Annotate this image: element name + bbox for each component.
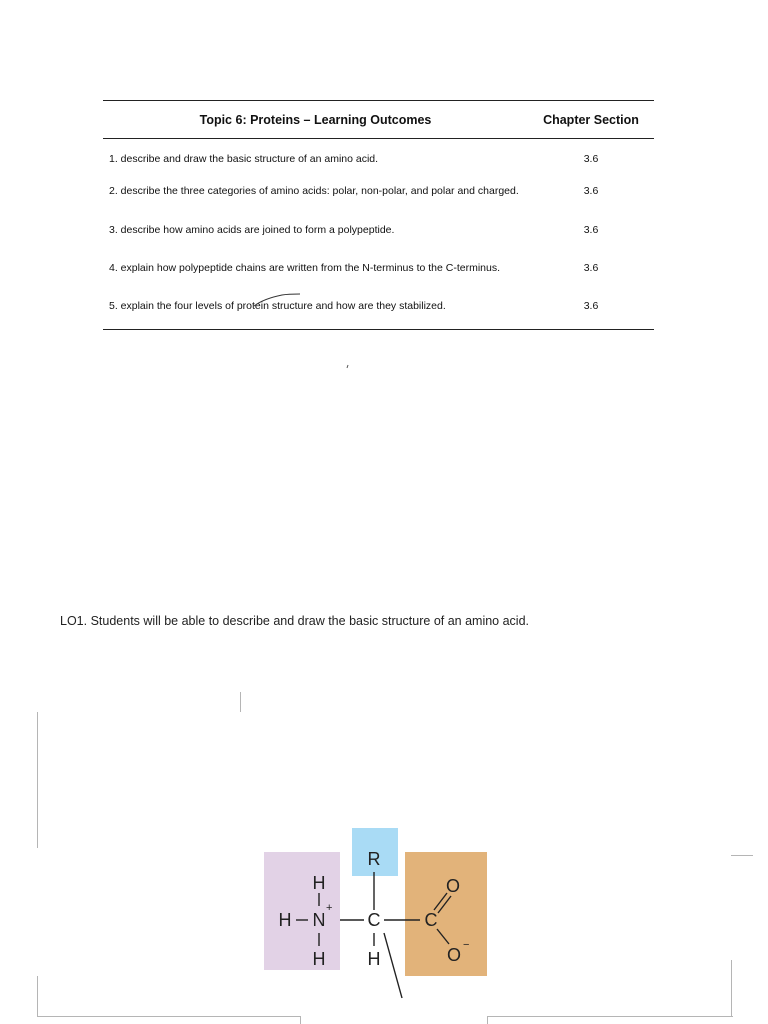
chapter-section-header: Chapter Section <box>543 112 639 127</box>
atom-h-top: H <box>312 873 326 893</box>
atom-r: R <box>367 849 381 869</box>
outcome-text: 5. explain the four levels of protein structure and how are they stabilized. <box>109 300 446 312</box>
atom-h-left: H <box>278 910 292 930</box>
outcome-section: 3.6 <box>583 262 599 274</box>
learning-outcome-1-statement: LO1. Students will be able to describe and draw the basic structure of an amino acid. <box>60 614 530 628</box>
atom-o-single: O <box>446 945 462 965</box>
atom-c-carboxyl: C <box>424 910 438 930</box>
topic-header: Topic 6: Proteins – Learning Outcomes <box>199 112 432 127</box>
outcome-text: 2. describe the three categories of amino acids: polar, non-polar, and polar and charged. <box>109 185 519 197</box>
n-positive-charge: + <box>326 902 333 914</box>
atom-c-alpha: C <box>367 910 381 930</box>
outcome-section: 3.6 <box>583 224 599 236</box>
atom-n: N <box>312 910 326 930</box>
outcome-section: 3.6 <box>583 185 599 197</box>
atom-o-double: O <box>445 876 461 896</box>
outcome-text: 3. describe how amino acids are joined to form a polypeptide. <box>109 224 395 236</box>
o-negative-charge: − <box>463 939 470 951</box>
outcome-text: 1. describe and draw the basic structure of an amino acid. <box>109 153 379 165</box>
atom-h-bottom: H <box>312 949 326 969</box>
outcome-section: 3.6 <box>583 153 599 165</box>
outcome-text: 4. explain how polypeptide chains are written from the N-terminus to the C-terminus. <box>109 262 501 274</box>
atom-h-alpha: H <box>367 949 381 969</box>
outcome-section: 3.6 <box>583 300 599 312</box>
